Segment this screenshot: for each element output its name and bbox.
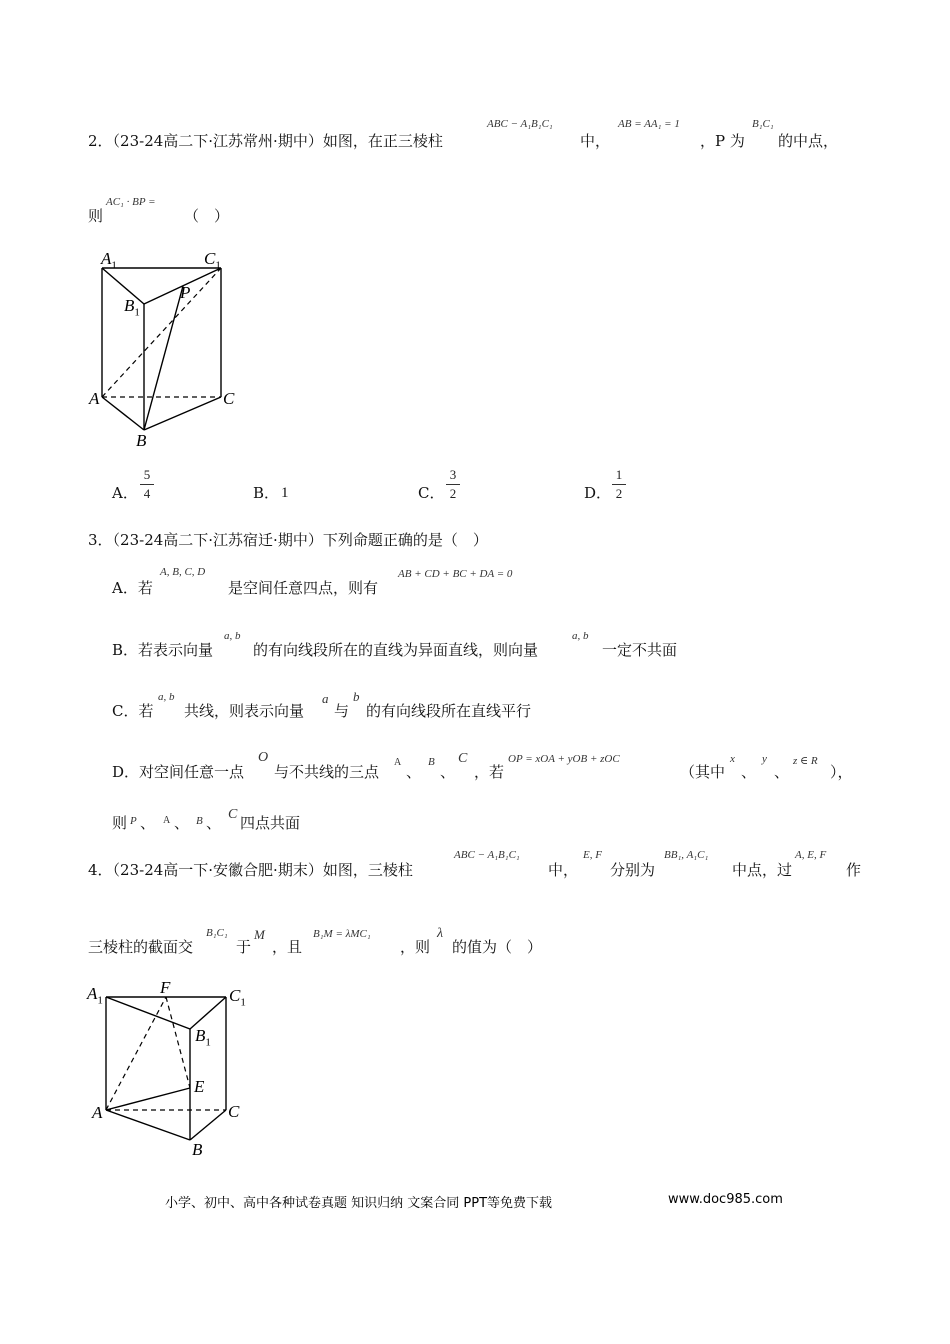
fig1-label-c1: $C_1$: [204, 249, 221, 272]
q3-d-math: y: [762, 753, 767, 765]
q4-text: 的值为（ ）: [452, 938, 543, 956]
q3-d-text: ，若: [474, 763, 505, 781]
q3-option-c[interactable]: C．若: [112, 702, 154, 720]
q4-math: BB₁, A₁C₁: [664, 849, 709, 861]
q4-text: 于: [236, 938, 252, 956]
q3-b-text: 的有向线段所在的直线为异面直线，则向量: [253, 641, 539, 659]
q3-option-b[interactable]: B．若表示向量: [112, 641, 214, 659]
fig2-label-c1: $C_1$: [229, 986, 246, 1009]
q2-option-d-fraction: 1 2: [612, 468, 626, 501]
fig1-label-p: P: [180, 283, 191, 302]
q3-d-math: C: [228, 807, 238, 822]
q2-text: 的中点，: [778, 132, 839, 150]
q3-c-math: b: [353, 689, 360, 704]
q2-expr-length: AB = AA₁ = 1: [618, 118, 680, 130]
footer-url[interactable]: www.doc985.com: [668, 1192, 783, 1207]
q3-d-math: B: [196, 815, 203, 827]
q3-option-d[interactable]: D．对空间任意一点: [112, 763, 245, 781]
q4-math: ABC − A₁B₁C₁: [454, 849, 520, 861]
q2-option-b-value: 1: [281, 485, 289, 501]
q3-d-math: P: [130, 815, 137, 827]
q4-text: 分别为: [610, 861, 656, 879]
q4-text: 中点，过: [732, 861, 793, 879]
q3-stem: 3．（23-24高二下·江苏宿迁·期中）下列命题正确的是（ ）: [88, 531, 488, 549]
q3-d-math: x: [730, 753, 735, 765]
q2-expr-dot: AC₁ · BP =: [106, 196, 156, 208]
q3-b-math: a, b: [224, 630, 241, 642]
q4-text: 三棱柱的截面交: [88, 938, 194, 956]
q3-d-math: O: [258, 750, 269, 765]
q3-d-math: B: [428, 756, 435, 768]
q4-stem: 4．（23-24高一下·安徽合肥·期末）如图，三棱柱: [88, 861, 413, 879]
q3-option-a[interactable]: A．若: [112, 579, 153, 597]
q4-math: E, F: [583, 849, 602, 861]
fig2-label-b1: $B_1$: [195, 1026, 211, 1049]
q4-text: 中，: [548, 861, 579, 879]
q3-d-text: 、: [774, 763, 790, 781]
q3-a-text: 是空间任意四点，则有: [228, 579, 379, 597]
q4-text: 作: [846, 861, 862, 879]
q3-a-math: AB + CD + BC + DA = 0: [398, 568, 513, 580]
fig2-label-f: F: [160, 978, 171, 997]
fig2-label-a: A: [92, 1103, 103, 1122]
q3-c-text: 的有向线段所在直线平行: [366, 702, 532, 720]
q3-d-math: A: [163, 815, 171, 826]
q2-paren: （ ）: [184, 207, 230, 225]
q3-c-math: a, b: [158, 691, 175, 703]
fig2-label-a1: $A_1$: [87, 984, 103, 1007]
q2-expr-prism: ABC − A₁B₁C₁: [487, 118, 553, 130]
q2-option-b[interactable]: B．: [253, 484, 280, 502]
q2-text: 则: [88, 207, 104, 225]
q4-text: ，且: [272, 938, 303, 956]
q3-d-text: 四点共面: [240, 814, 301, 832]
fig1-label-a: A: [89, 389, 100, 408]
footer-text: 小学、初中、高中各种试卷真题 知识归纳 文案合同 PPT等免费下载: [165, 1196, 553, 1211]
q3-a-math: A, B, C, D: [160, 566, 206, 578]
fig2-label-b: B: [192, 1140, 203, 1159]
q2-text: ，P 为: [700, 132, 745, 150]
q2-option-c-fraction: 3 2: [446, 468, 460, 501]
q3-d-math: A: [394, 757, 402, 768]
fig2-label-e: E: [194, 1077, 205, 1096]
q3-d-text: 、: [440, 763, 456, 781]
q2-option-a-fraction: 5 4: [140, 468, 154, 501]
q3-c-math: a: [322, 691, 329, 706]
q4-math: λ: [437, 926, 444, 941]
q3-d-text: ），: [830, 763, 853, 781]
q3-d-text: 与不共线的三点: [274, 763, 380, 781]
fig1-label-c: C: [223, 389, 235, 408]
q3-d-text: 、: [741, 763, 757, 781]
q4-math: B₁M = λMC₁: [313, 928, 371, 940]
q2-text: 中，: [580, 132, 611, 150]
q3-d-text: （其中: [680, 763, 726, 781]
q3-c-text: 共线，则表示向量: [184, 702, 305, 720]
q4-math: A, E, F: [795, 849, 827, 861]
q2-option-a[interactable]: A．: [112, 484, 138, 502]
q4-math: B₁C₁: [206, 927, 228, 939]
q2-stem: 2．（23-24高二下·江苏常州·期中）如图，在正三棱柱: [88, 132, 443, 150]
q2-expr-edge: B₁C₁: [752, 118, 774, 130]
q2-option-c[interactable]: C．: [418, 484, 445, 502]
q3-d-text: 、: [206, 814, 222, 832]
q3-b-math: a, b: [572, 630, 589, 642]
q2-option-d[interactable]: D．: [584, 484, 612, 502]
q3-b-text: 一定不共面: [602, 641, 678, 659]
q3-d-math: z ∈ R: [793, 755, 818, 767]
q3-d-text: 、: [174, 814, 190, 832]
fig1-label-b1: $B_1$: [124, 296, 140, 319]
q3-d-math: C: [458, 751, 468, 766]
q3-c-text: 与: [334, 702, 350, 720]
q3-d-text: 、: [140, 814, 156, 832]
q3-d-text: 则: [112, 814, 128, 832]
fig1-label-b: B: [136, 431, 147, 450]
fig1-label-a1: $A_1$: [101, 249, 117, 272]
q3-d-text: 、: [406, 763, 422, 781]
fig2-label-c: C: [228, 1102, 240, 1121]
q4-text: ，则: [400, 938, 431, 956]
q3-d-math: OP = xOA + yOB + zOC: [508, 753, 620, 765]
q4-math: M: [254, 927, 265, 942]
